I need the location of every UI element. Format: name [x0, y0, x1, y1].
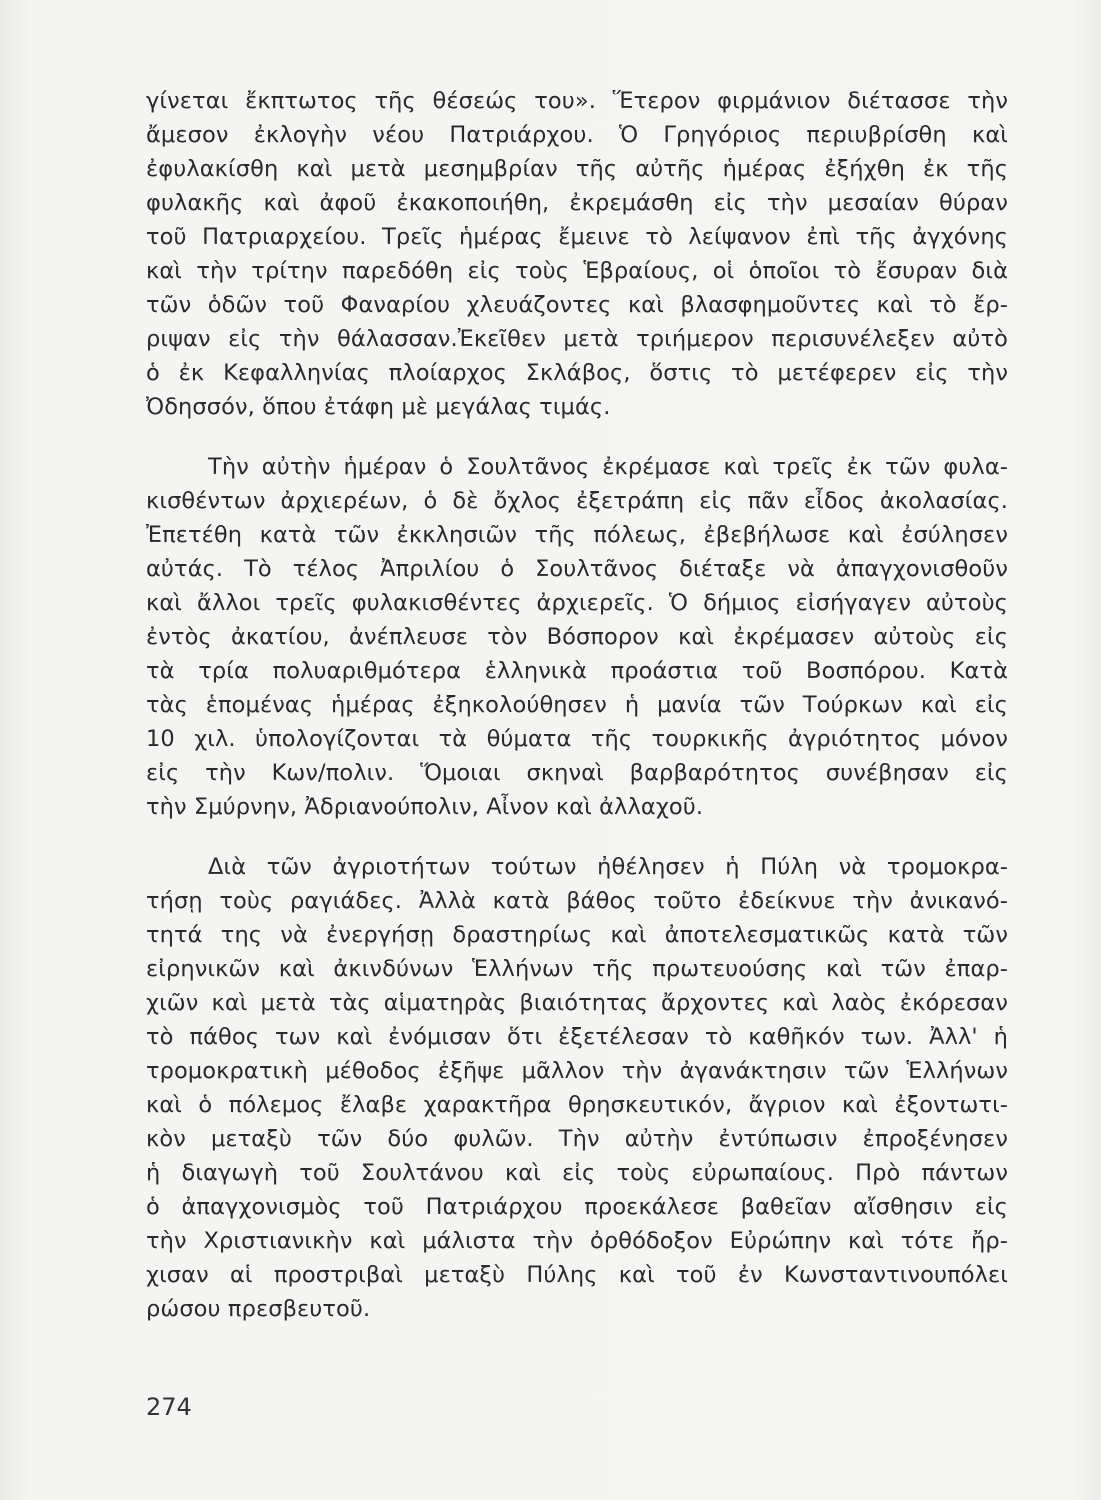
text-line: καὶ ὁ πόλεμος ἔλαβε χαρακτῆρα θρησκευτικόν, ἄγριον καὶ ἐξοντωτι- — [146, 1092, 1008, 1118]
text-line: Τὴν αὐτὴν ἡμέραν ὁ Σουλτᾶνος ἐκρέμασε καὶ τρεῖς ἐκ τῶν φυλα- — [208, 454, 1008, 480]
text-line: ἐφυλακίσθη καὶ μετὰ μεσημβρίαν τῆς αὐτῆς ἡμέρας ἐξήχθη ἐκ τῆς — [146, 156, 1008, 182]
page-text-body — [146, 84, 1008, 1326]
text-line: τὸ πάθος των καὶ ἐνόμισαν ὅτι ἐξετέλεσαν τὸ καθῆκόν των. Ἀλλ' ἡ — [146, 1024, 1008, 1050]
text-line: Διὰ τῶν ἀγριοτήτων τούτων ἠθέλησεν ἡ Πύλη νὰ τρομοκρα- — [208, 854, 1008, 880]
text-line: Ἐπετέθη κατὰ τῶν ἐκκλησιῶν τῆς πόλεως, ἐβεβήλωσε καὶ ἐσύλησεν — [146, 522, 1008, 548]
text-line: τὴν Σμύρνην, Ἀδριανούπολιν, Αἶνον καὶ ἀλλαχοῦ. — [146, 794, 704, 820]
text-line: ρώσου πρεσβευτοῦ. — [146, 1296, 371, 1322]
text-line: τὰ τρία πολυαριθμότερα ἑλληνικὰ προάστια τοῦ Βοσπόρου. Κατὰ — [146, 658, 1008, 684]
text-line: τητά της νὰ ἐνεργήσῃ δραστηρίως καὶ ἀποτελεσματικῶς κατὰ τῶν — [146, 922, 1008, 948]
text-line: χισαν αἱ προστριβαὶ μεταξὺ Πύλης καὶ τοῦ ἐν Κωνσταντινουπόλει — [146, 1262, 1008, 1288]
text-line: κὸν μεταξὺ τῶν δύο φυλῶν. Τὴν αὐτὴν ἐντύπωσιν ἐπροξένησεν — [146, 1126, 1008, 1152]
text-line: τὰς ἑπομένας ἡμέρας ἐξηκολούθησεν ἡ μανία τῶν Τούρκων καὶ εἰς — [146, 692, 1008, 718]
text-line: ἄμεσον ἐκλογὴν νέου Πατριάρχου. Ὁ Γρηγόριος περιυβρίσθη καὶ — [146, 122, 1008, 148]
text-line: φυλακῆς καὶ ἀφοῦ ἐκακοποιήθη, ἐκρεμάσθη εἰς τὴν μεσαίαν θύραν — [146, 190, 1008, 216]
paragraph — [146, 850, 1008, 1326]
text-line: αὐτάς. Τὸ τέλος Ἀπριλίου ὁ Σουλτᾶνος διέταξε νὰ ἀπαγχονισθοῦν — [146, 556, 1008, 582]
text-line: εἰς τὴν Κων/πολιν. Ὅμοιαι σκηναὶ βαρβαρότητος συνέβησαν εἰς — [146, 760, 1008, 786]
paragraph — [146, 450, 1008, 824]
text-line: ὁ ἀπαγχονισμὸς τοῦ Πατριάρχου προεκάλεσε βαθεῖαν αἴσθησιν εἰς — [146, 1194, 1008, 1220]
text-line: τοῦ Πατριαρχείου. Τρεῖς ἡμέρας ἔμεινε τὸ λείψανον ἐπὶ τῆς ἀγχόνης — [146, 224, 1008, 250]
paragraph — [146, 84, 1008, 424]
text-line: τρομοκρατικὴ μέθοδος ἐξῆψε μᾶλλον τὴν ἀγανάκτησιν τῶν Ἑλλήνων — [146, 1058, 1008, 1084]
text-line: καὶ ἄλλοι τρεῖς φυλακισθέντες ἀρχιερεῖς. Ὁ δήμιος εἰσήγαγεν αὐτοὺς — [146, 590, 1008, 616]
text-line: ὁ ἐκ Κεφαλληνίας πλοίαρχος Σκλάβος, ὅστις τὸ μετέφερεν εἰς τὴν — [146, 360, 1008, 386]
text-line: Ὀδησσόν, ὅπου ἐτάφη μὲ μεγάλας τιμάς. — [146, 394, 611, 420]
text-line: εἰρηνικῶν καὶ ἀκινδύνων Ἑλλήνων τῆς πρωτευούσης καὶ τῶν ἐπαρ- — [146, 956, 1008, 982]
page-number: 274 — [146, 1393, 192, 1421]
text-line: κισθέντων ἀρχιερέων, ὁ δὲ ὄχλος ἐξετράπη εἰς πᾶν εἶδος ἀκολασίας. — [146, 488, 1008, 514]
text-line: ἡ διαγωγὴ τοῦ Σουλτάνου καὶ εἰς τοὺς εὐρωπαίους. Πρὸ πάντων — [146, 1160, 1008, 1186]
text-line: χιῶν καὶ μετὰ τὰς αἱματηρὰς βιαιότητας ἄρχοντες καὶ λαὸς ἐκόρεσαν — [146, 990, 1008, 1016]
text-line: 10 χιλ. ὑπολογίζονται τὰ θύματα τῆς τουρκικῆς ἀγριότητος μόνον — [146, 726, 1008, 752]
text-line: τήσῃ τοὺς ραγιάδες. Ἀλλὰ κατὰ βάθος τοῦτο ἐδείκνυε τὴν ἀνικανό- — [146, 888, 1008, 914]
text-line: ριψαν εἰς τὴν θάλασσαν.Ἐκεῖθεν μετὰ τριήμερον περισυνέλεξεν αὐτὸ — [146, 326, 1008, 352]
text-line: τῶν ὁδῶν τοῦ Φαναρίου χλευάζοντες καὶ βλασφημοῦντες καὶ τὸ ἔρ- — [146, 292, 1008, 318]
text-line: ἐντὸς ἀκατίου, ἀνέπλευσε τὸν Βόσπορον καὶ ἐκρέμασεν αὐτοὺς εἰς — [146, 624, 1008, 650]
text-line: γίνεται ἔκπτωτος τῆς θέσεώς του». Ἕτερον φιρμάνιον διέτασσε τὴν — [146, 88, 1008, 114]
text-line: καὶ τὴν τρίτην παρεδόθη εἰς τοὺς Ἑβραίους, οἱ ὁποῖοι τὸ ἔσυραν διὰ — [146, 258, 1008, 284]
text-line: τὴν Χριστιανικὴν καὶ μάλιστα τὴν ὀρθόδοξον Εὐρώπην καὶ τότε ἤρ- — [146, 1228, 1008, 1254]
